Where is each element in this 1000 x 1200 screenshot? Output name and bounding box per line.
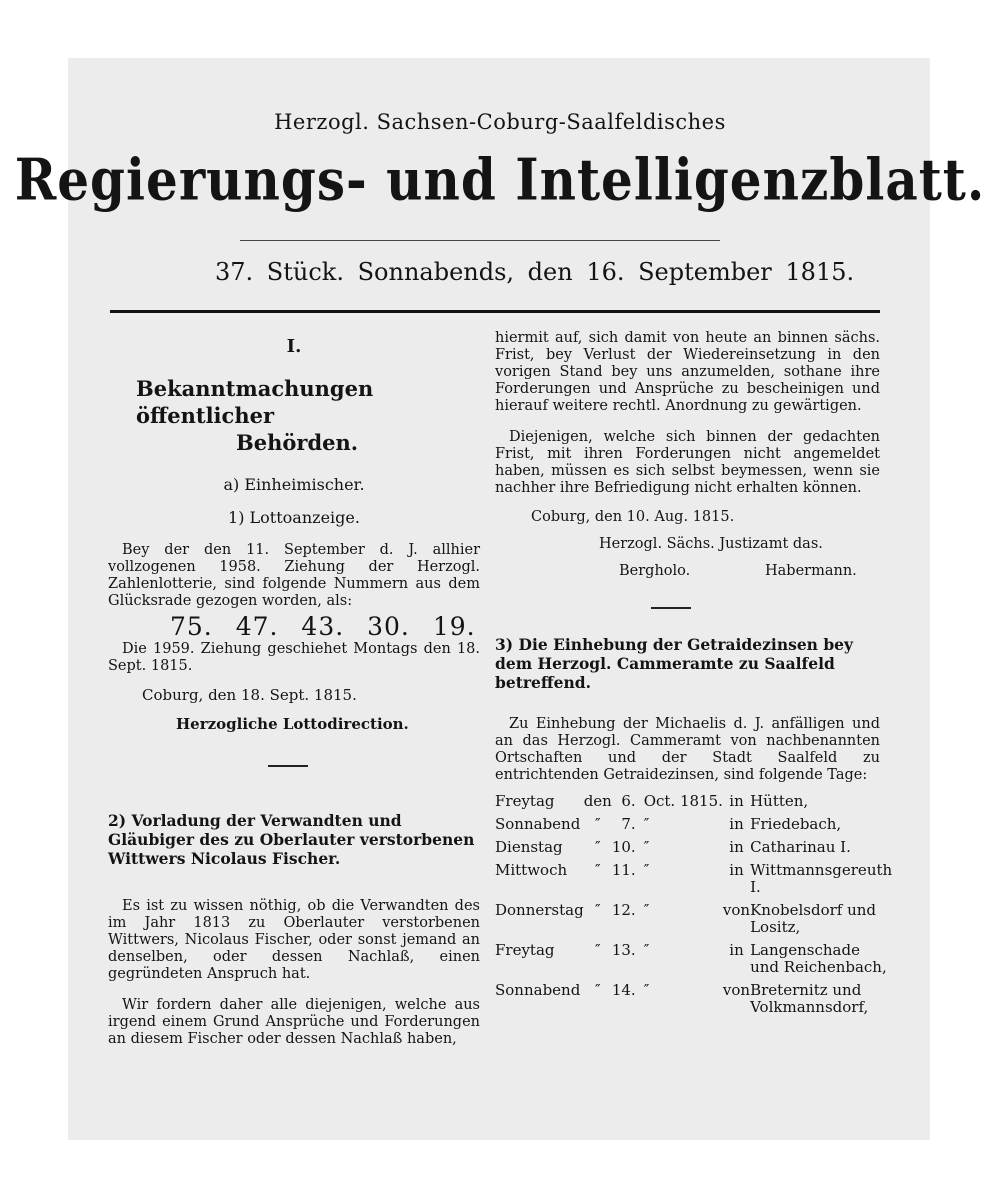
schedule-table: [495, 790, 892, 1019]
schedule-day: Sonnabend: [495, 815, 581, 833]
item1-title: 1) Lottoanzeige.: [228, 508, 360, 527]
schedule-row: [495, 979, 892, 1019]
continuation-paragraph1: hiermit auf, sich damit von heute an binnen sächs. Frist, bey Verlust der Wiedereinsetzung in den vorigen Stand bey uns anzumelden, sothane ihre Forderungen und Ansprüche zu bescheinigen und hierauf weitere rechtl. Anordnung zu gewärtigen.: [495, 330, 880, 414]
schedule-day: Mittwoch: [495, 861, 568, 879]
schedule-den: ″: [594, 838, 601, 856]
item2-paragraph2: Wir fordern daher alle diejenigen, welche aus irgend einem Grund Ansprüche und Forderungen an diesem Fischer oder dessen Nachlaß haben,: [108, 997, 480, 1047]
schedule-den: ″: [594, 981, 601, 999]
schedule-place: Catharinau I.: [750, 838, 851, 856]
schedule-num: 13.: [611, 941, 636, 959]
section-number: I.: [286, 336, 302, 357]
schedule-place: Breternitz und Volkmannsdorf,: [750, 981, 869, 1016]
schedule-row: [495, 899, 892, 939]
schedule-day: Dienstag: [495, 838, 563, 856]
schedule-den: ″: [594, 901, 601, 919]
section-title-line1: Bekanntmachungen öffentlicher: [136, 376, 374, 428]
item3-text: Zu Einhebung der Michaelis d. J. anfälligen und an das Herzogl. Cammeramt von nachbenannten Ortschaften und der Stadt Saalfeld zu entrichtenden Getraidezinsen, sind folgende Tage:: [495, 716, 880, 783]
separator-dash: [268, 765, 308, 767]
schedule-month: ″: [643, 981, 650, 999]
signers: [619, 563, 880, 581]
schedule-row: [495, 836, 892, 859]
item3-title: 3) Die Einhebung der Getraidezinsen bey dem Herzogl. Cammeramte zu Saalfeld betreffend.: [495, 635, 854, 692]
court-office: Herzogl. Sächs. Justizamt das.: [599, 536, 823, 552]
item1-signature: Herzogliche Lottodirection.: [176, 715, 409, 733]
schedule-month: ″: [643, 838, 650, 856]
schedule-den: ″: [594, 815, 601, 833]
schedule-prep: in: [729, 792, 744, 810]
schedule-day: Freytag: [495, 792, 555, 810]
schedule-num: 12.: [611, 901, 636, 919]
schedule-prep: von: [722, 901, 751, 919]
schedule-row: [495, 813, 892, 836]
continuation-paragraph2: Diejenigen, welche sich binnen der gedachten Frist, mit ihren Forderungen nicht angemeldet haben, müssen es sich selbst beymessen, wenn sie nachher ihre Befriedigung nicht erhalten können.: [495, 429, 880, 496]
left-column: [108, 330, 480, 1048]
schedule-month: ″: [643, 901, 650, 919]
schedule-den: ″: [594, 861, 601, 879]
schedule-num: 11.: [611, 861, 636, 879]
schedule-prep: in: [729, 838, 744, 856]
schedule-day: Sonnabend: [495, 981, 581, 999]
lottery-numbers: 75. 47. 43. 30. 19.: [170, 612, 476, 641]
schedule-den: den: [583, 792, 612, 810]
item1-text: Bey der den 11. September d. J. allhier vollzogenen 1958. Ziehung der Herzogl. Zahlenlotterie, sind folgende Nummern aus dem Glücksrade gezogen worden, als:: [108, 542, 480, 609]
item2-paragraph1: Es ist zu wissen nöthig, ob die Verwandten des im Jahr 1813 zu Oberlauter verstorbenen Wittwers, Nicolaus Fischer, oder sonst jemand an denselben, oder dessen Nachlaß, einen gegründeten Anspruch hat.: [108, 898, 480, 982]
schedule-den: ″: [594, 941, 601, 959]
schedule-num: 14.: [611, 981, 636, 999]
masthead-line1: Herzogl. Sachsen-Coburg-Saalfeldisches: [274, 110, 726, 134]
schedule-prep: von: [722, 981, 751, 999]
issue-date: Sonnabends, den 16. September 1815.: [357, 258, 855, 286]
subsection-heading: a) Einheimischer.: [223, 475, 365, 494]
section-title: [136, 375, 480, 456]
schedule-place: Langenschade und Reichenbach,: [750, 941, 887, 976]
schedule-prep: in: [729, 815, 744, 833]
right-column: [495, 330, 893, 1019]
section-title-line2: Behörden.: [236, 430, 359, 455]
item2-title: 2) Vorladung der Verwandten und Gläubiger des zu Oberlauter verstorbenen Wittwers Nicolaus Fischer.: [108, 811, 475, 868]
signer-1: Bergholo.: [619, 563, 691, 579]
schedule-num: 7.: [621, 815, 636, 833]
header-rule: [110, 310, 880, 313]
masthead-divider: [240, 240, 720, 241]
schedule-month: ″: [643, 941, 650, 959]
schedule-row: [495, 859, 892, 899]
issue-number: 37. Stück.: [215, 258, 344, 286]
masthead-title: Regierungs- und Intelligenzblatt.: [14, 145, 986, 214]
schedule-month: Oct. 1815.: [643, 792, 723, 810]
schedule-num: 10.: [611, 838, 636, 856]
issue-line: [215, 258, 854, 286]
schedule-place: Friedebach,: [750, 815, 842, 833]
continuation-place-date: Coburg, den 10. Aug. 1815.: [531, 509, 735, 525]
schedule-prep: in: [729, 941, 744, 959]
item1-next-draw: Die 1959. Ziehung geschiehet Montags den 18. Sept. 1815.: [108, 641, 480, 674]
schedule-place: Wittmannsgereuth I.: [750, 861, 893, 896]
schedule-place: Hütten,: [750, 792, 809, 810]
schedule-day: Freytag: [495, 941, 555, 959]
schedule-prep: in: [729, 861, 744, 879]
schedule-place: Knobelsdorf und Lositz,: [750, 901, 877, 936]
schedule-month: ″: [643, 815, 650, 833]
schedule-month: ″: [643, 861, 650, 879]
schedule-row: [495, 790, 892, 813]
signer-2: Habermann.: [765, 563, 857, 579]
schedule-row: [495, 939, 892, 979]
schedule-num: 6.: [621, 792, 636, 810]
separator-dash: [651, 607, 691, 609]
item1-place-date: Coburg, den 18. Sept. 1815.: [142, 686, 357, 704]
schedule-day: Donnerstag: [495, 901, 584, 919]
